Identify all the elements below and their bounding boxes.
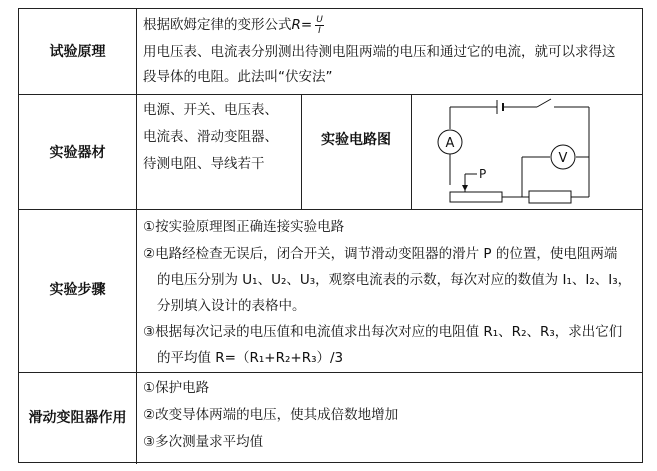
equipment-line: 电源、开关、电压表、 — [143, 102, 278, 118]
row-label-equipment: 实验器材 — [49, 145, 106, 161]
circuit-diagram — [427, 97, 642, 209]
rheostat-line: ①保护电路 — [143, 380, 210, 396]
row-label-rheostat: 滑动变阻器作用 — [28, 410, 127, 426]
step-line: ③根据每次记录的电压值和电流值求出每次对应的电阻值 R₁、R₂、R₃，求出它们 — [143, 324, 623, 340]
principle-text-line: 段导体的电阻。此法叫“伏安法” — [143, 69, 333, 85]
formula-fraction — [315, 15, 324, 36]
slider-arrow-icon — [462, 185, 468, 191]
step-line: 分别填入设计的表格中。 — [157, 298, 306, 314]
formula-numerator: U — [316, 14, 323, 25]
column-divider — [301, 94, 302, 209]
row-divider — [19, 372, 642, 373]
resistor-icon — [529, 191, 571, 203]
row-divider — [19, 94, 642, 95]
rheostat-line: ③多次测量求平均值 — [143, 434, 264, 450]
formula-equals: = — [300, 17, 313, 33]
formula-denominator: I — [318, 25, 321, 36]
row-divider — [19, 209, 642, 210]
rheostat-line: ②改变导体两端的电压，使其成倍数地增加 — [143, 407, 399, 423]
step-line: 的电压分别为 U₁、U₂、U₃，观察电流表的示数，每次对应的数值为 I₁、I₂、I₃， — [157, 272, 632, 288]
formula-r: R — [291, 17, 301, 33]
equipment-line: 电流表、滑动变阻器、 — [143, 129, 278, 145]
slider-label: P — [479, 167, 487, 181]
switch-blade — [537, 99, 551, 107]
equipment-line: 待测电阻、导线若干 — [143, 156, 265, 172]
step-line: ①按实验原理图正确连接实验电路 — [143, 219, 345, 235]
column-divider — [411, 94, 412, 209]
column-divider — [136, 9, 137, 464]
rheostat-icon — [450, 192, 502, 202]
row-label-steps: 实验步骤 — [49, 282, 106, 298]
experiment-table — [18, 8, 643, 463]
row-label-principle: 试验原理 — [49, 44, 106, 60]
principle-formula-line: 根据欧姆定律的变形公式R= $\frac{U}{I}$ — [143, 14, 323, 36]
voltmeter-label: V — [558, 151, 568, 166]
principle-text-line: 用电压表、电流表分别测出待测电阻两端的电压和通过它的电流，就可以求得这 — [143, 44, 616, 60]
step-line: 的平均值 R=（R₁+R₂+R₃）/3 — [157, 350, 344, 366]
circuit-label: 实验电路图 — [321, 132, 391, 148]
ammeter-label: A — [445, 136, 455, 151]
step-line: ②电路经检查无误后，闭合开关，调节滑动变阻器的滑片 P 的位置，使电阻两端 — [143, 246, 618, 262]
